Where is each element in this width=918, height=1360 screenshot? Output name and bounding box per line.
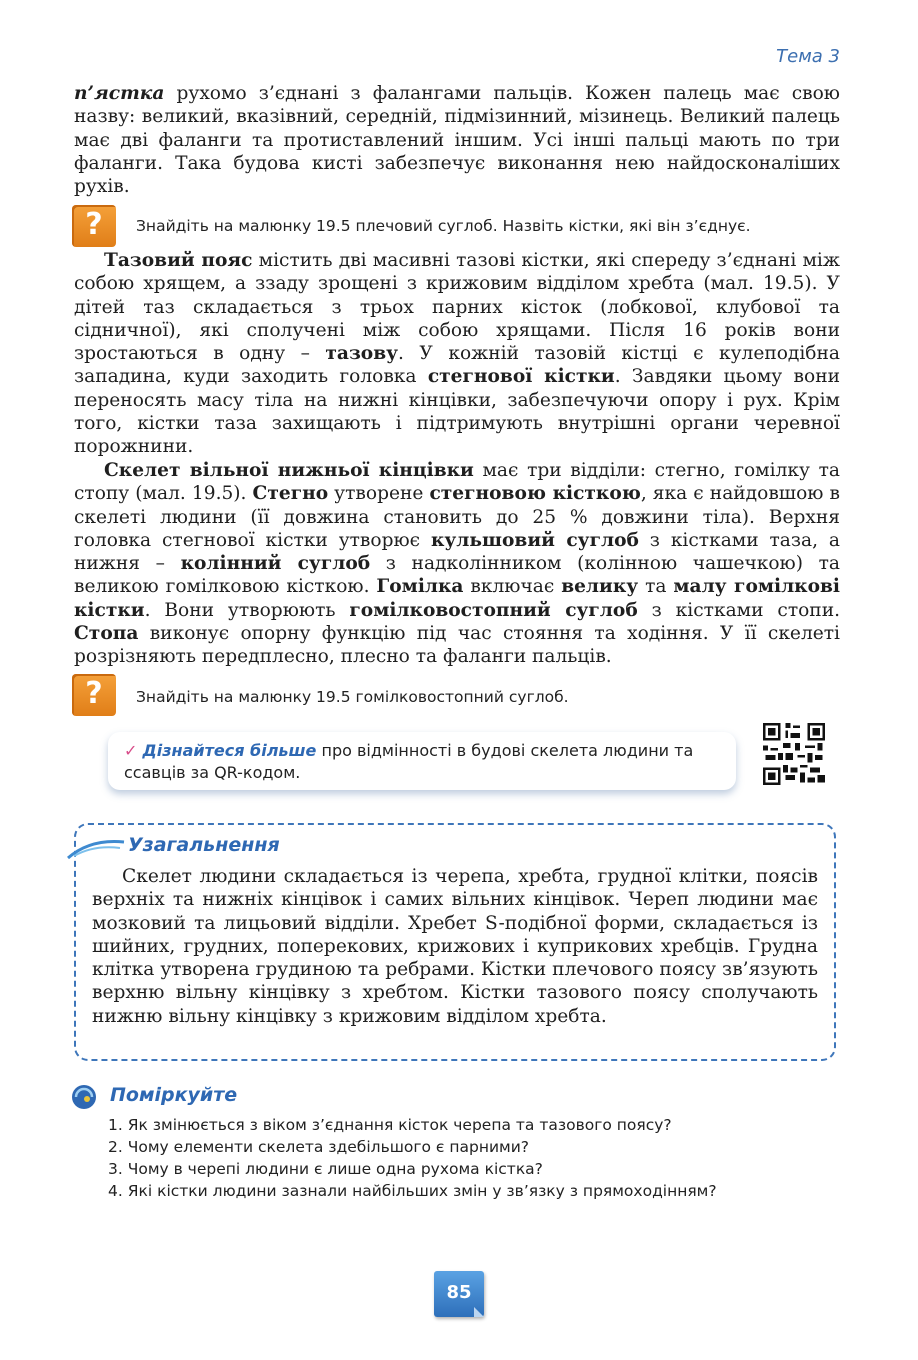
list-item: 3. Чому в черепі людини є лише одна рухома кістка? [108, 1160, 543, 1178]
learn-more-text: про відмінності в будові скелета людини та ссавців за QR-кодом. [124, 741, 694, 782]
question-list [108, 1114, 717, 1202]
question-text-1: Знайдіть на малюнку 19.5 плечовий суглоб. Назвіть кістки, які він з’єднує. [136, 217, 751, 235]
summary-text: Скелет людини складається із черепа, хребта, грудної клітки, поясів верхніх та нижніх кінцівок і самих вільних кінцівок. Череп людини має мозковий та лицьовий відділи. Хребет S-подібної форми, складається із шийних, грудних, поперекових, крижових і куприкових хребців. Грудна клітка утворена грудиною та ребрами. Кістки плечового поясу зв’язують верхню вільну кінцівку з хребтом. Кістки тазового поясу сполучають нижню вільну кінцівку з крижовим відділом хребта. [92, 866, 818, 1027]
term-metacarpus: п’ястка [74, 83, 165, 104]
list-item: 1. Як змінюється з віком з’єднання кісток черепа та тазового поясу? [108, 1116, 672, 1134]
topic-label: Тема 3 [776, 46, 840, 67]
paragraph-hand: п’ястка рухомо з’єднані з фалангами пальців. Кожен палець має свою назву: великий, вказівний, середній, підмізинний, мізинець. Великий палець має дві фаланги та протиставлений іншим. Усі інші пальці мають по три фаланги. Така будова кисті забезпечує виконання нею найдосконаліших рухів. [74, 83, 840, 198]
list-item: 4. Які кістки людини зазнали найбільших змін у зв’язку з прямоходінням? [108, 1182, 717, 1200]
summary-title: Узагальнення [128, 834, 280, 856]
think-icon [70, 1083, 98, 1111]
learn-more-lead: Дізнайтеся більше [142, 741, 317, 760]
paragraph-lower-limb: Скелет вільної нижньої кінцівки має три відділи: стегно, гомілку та стопу (мал. 19.5). Стегно утворене стегновою кісткою, яка є найдовшою в скелеті людини (її довжина становить до 25 % довжини тіла). Верхня головка стегнової кістки утворює кульшовий суглоб з кістками таза, а нижня – колінний суглоб з надколінником (колінною чашечкою) та великою гомілковою кісткою. Гомілка включає велику та малу гомілкові кістки. Вони утворюють гомілковостопний суглоб з кістками стопи. Стопа виконує опорну функцію під час стояння та ходіння. У її скелеті розрізняють передплесно, плесно та фаланги пальців. [74, 460, 841, 668]
page-number-badge [434, 1271, 484, 1317]
check-icon: ✓ [124, 741, 138, 760]
question-icon: ? [72, 205, 116, 247]
list-item: 2. Чому елементи скелета здебільшого є парними? [108, 1138, 530, 1156]
learn-more-box [108, 732, 736, 790]
page-number: 85 [446, 1282, 472, 1303]
paragraph-pelvic-girdle: Тазовий пояс містить дві масивні тазові кістки, які спереду з’єднані між собою хрящем, а ззаду зрощені з крижовим відділом хребта (мал. 19.5). У дітей таз складається з трьох парних кісток (лобкової, клубової та сідничної), які сполучені між собою хрящами. Після 16 років вони зростаються в одну – тазову. У кожній тазовій кістці є кулеподібна западина, куди заходить головка стегнової кістки. Завдяки цьому вони переносять масу тіла на нижні кінцівки, забезпечуючи опору і рух. Крім того, кістки таза захищають і підтримують внутрішні органи черевної порожнини. [74, 250, 840, 458]
question-icon: ? [72, 674, 116, 716]
question-text-2: Знайдіть на малюнку 19.5 гомілковостопний суглоб. [136, 688, 569, 706]
qr-code-icon[interactable] [763, 723, 825, 785]
think-title: Поміркуйте [110, 1084, 238, 1106]
wave-icon [66, 834, 126, 862]
